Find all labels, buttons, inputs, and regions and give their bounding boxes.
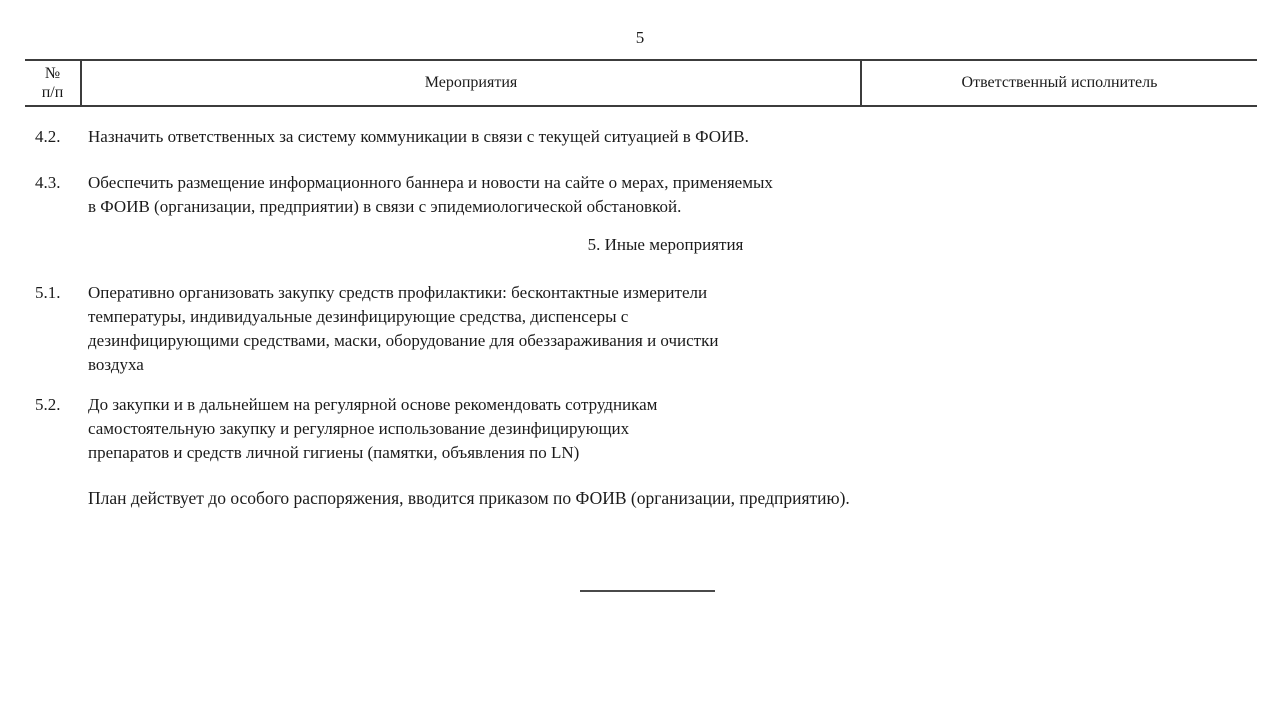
column-header-number-line2: п/п [41, 84, 64, 101]
closing-paragraph: План действует до особого распоряжения, вводится приказом по ФОИВ (организации, предприятию). [88, 488, 850, 508]
section-heading: 5. Иные мероприятия [587, 235, 744, 254]
list-item-4-3 [25, 171, 1250, 219]
divider-line [580, 590, 715, 592]
item-number: 4.2. [35, 127, 61, 146]
column-header-measures-label: Мероприятия [424, 74, 518, 91]
item-text-line: Оперативно организовать закупку средств профилактики: бесконтактные измерители [88, 283, 708, 302]
column-header-responsible-label: Ответственный исполнитель [961, 74, 1158, 91]
item-text-line: в ФОИВ (организации, предприятии) в связи с эпидемиологической обстановкой. [88, 197, 682, 216]
document-body [25, 125, 1250, 592]
item-text-line: Обеспечить размещение информационного баннера и новости на сайте о мерах, применяемых [88, 173, 773, 192]
column-header-number [25, 61, 80, 105]
item-text [88, 281, 718, 377]
item-text [88, 125, 749, 149]
item-text-line: воздуха [88, 355, 144, 374]
column-header-number-line1: № [44, 65, 61, 82]
item-text [88, 393, 657, 465]
item-text [88, 171, 773, 219]
list-item-5-1 [25, 281, 1250, 377]
item-text-line: Назначить ответственных за систему коммуникации в связи с текущей ситуацией в ФОИВ. [88, 127, 749, 146]
page-number: 5 [635, 28, 645, 47]
item-text-line: самостоятельную закупку и регулярное использование дезинфицирующих [88, 419, 630, 438]
item-text-line: температуры, индивидуальные дезинфицирующие средства, диспенсеры с [88, 307, 629, 326]
item-text-line: дезинфицирующими средствами, маски, оборудование для обеззараживания и очистки [88, 331, 719, 350]
item-text-line: До закупки и в дальнейшем на регулярной основе рекомендовать сотрудникам [88, 395, 658, 414]
column-header-measures [80, 61, 860, 105]
table-header [25, 59, 1257, 107]
item-number: 4.3. [35, 173, 61, 192]
column-header-responsible [860, 61, 1257, 105]
list-item-4-2 [25, 125, 1250, 149]
item-number: 5.2. [35, 395, 61, 414]
item-number: 5.1. [35, 283, 61, 302]
item-text-line: препаратов и средств личной гигиены (памятки, объявления по LN) [88, 443, 580, 462]
list-item-5-2 [25, 393, 1250, 465]
